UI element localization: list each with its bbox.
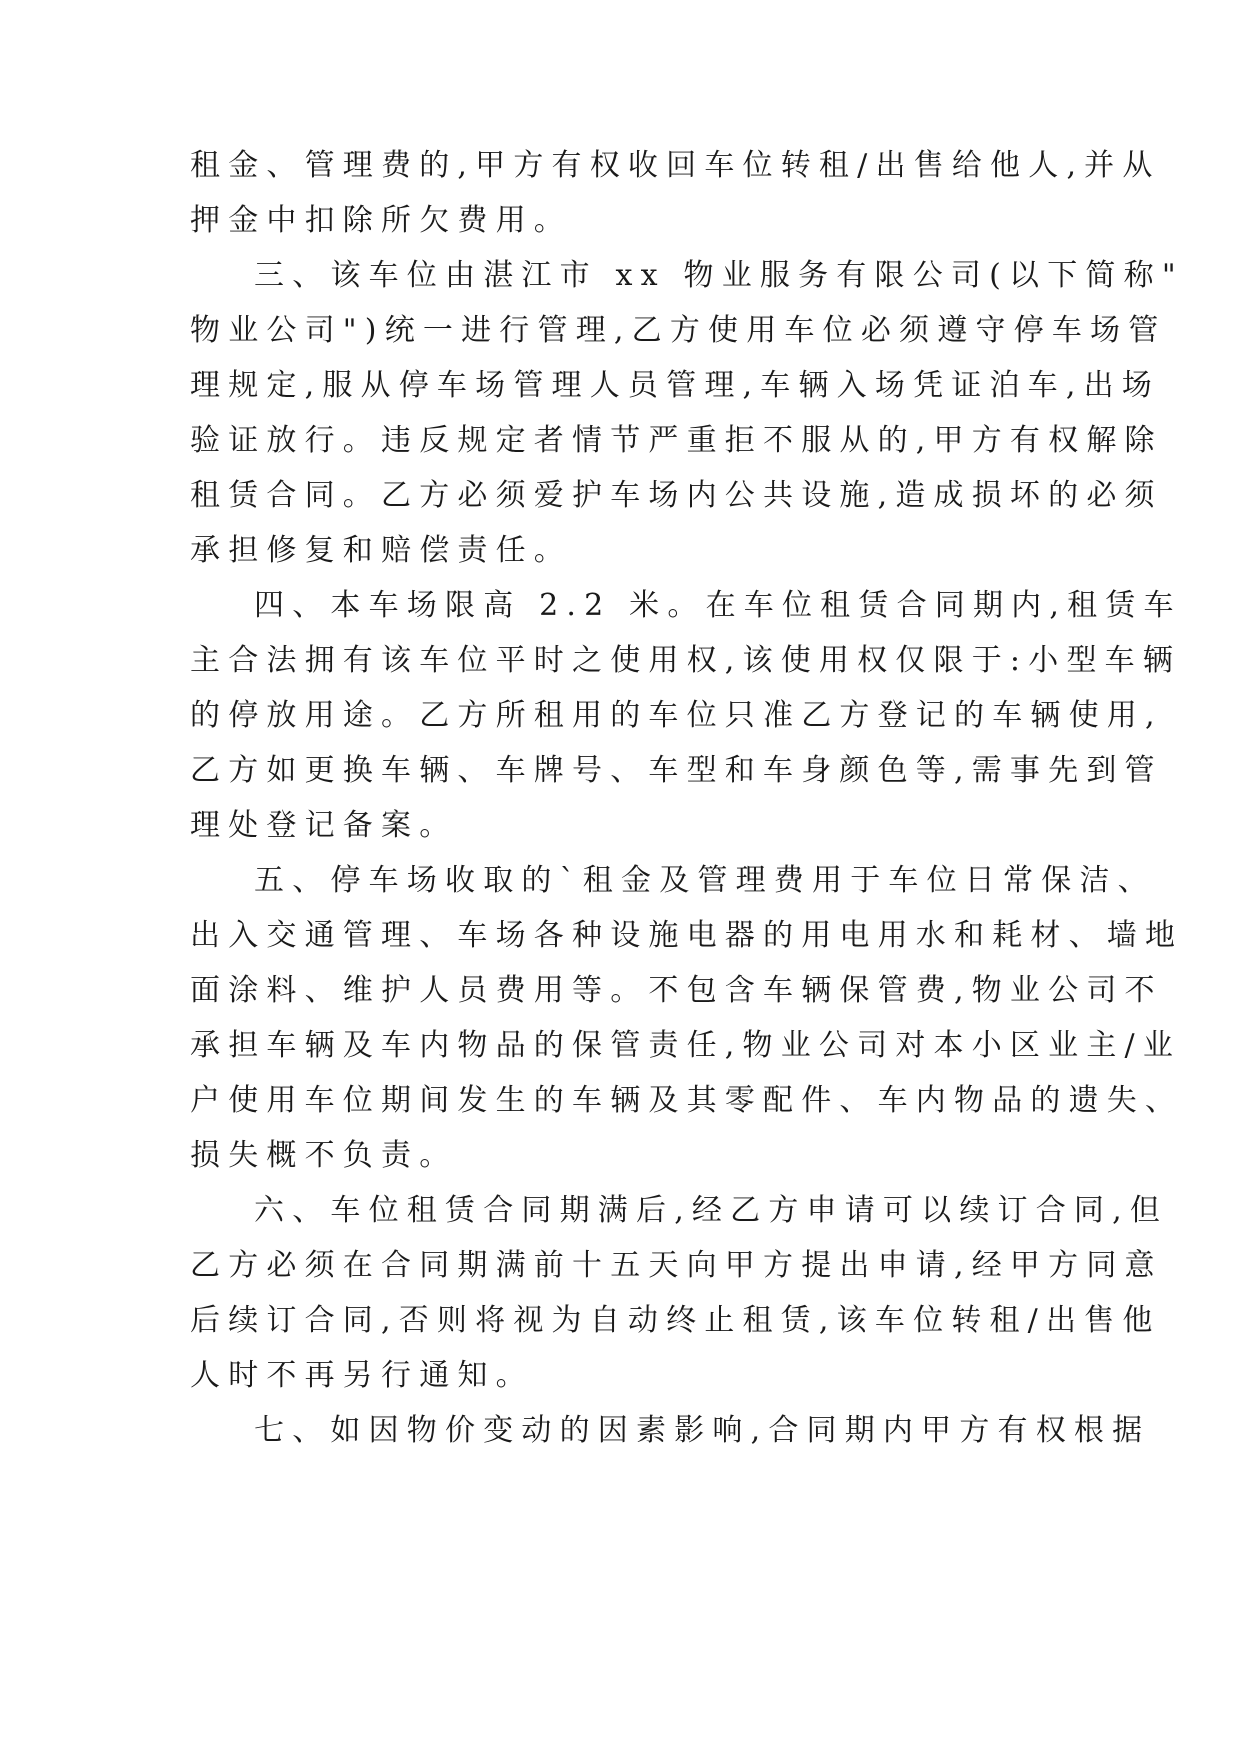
text-line: 承担修复和赔偿责任。 [190, 533, 572, 568]
text-line: 主合法拥有该车位平时之使用权,该使用权仅限于:小型车辆 [190, 643, 1182, 678]
text-line: 物业公司")统一进行管理,乙方使用车位必须遵守停车场管 [190, 313, 1167, 348]
text-line: 理处登记备案。 [190, 808, 458, 843]
text-line: 损失概不负责。 [190, 1138, 458, 1173]
paragraph-start-line: 七、如因物价变动的因素影响,合同期内甲方有权根据 [254, 1413, 1151, 1448]
text-line: 出入交通管理、车场各种设施电器的用电用水和耗材、墙地 [190, 918, 1184, 953]
paragraph-start-line: 六、车位租赁合同期满后,经乙方申请可以续订合同,但 [254, 1193, 1169, 1228]
text-line: 后续订合同,否则将视为自动终止租赁,该车位转租/出售他 [190, 1303, 1161, 1338]
text-line: 乙方如更换车辆、车牌号、车型和车身颜色等,需事先到管 [190, 753, 1163, 788]
paragraph-start-line: 三、该车位由湛江市 xx 物业服务有限公司(以下简称" [254, 258, 1184, 293]
text-line: 租金、管理费的,甲方有权收回车位转租/出售给他人,并从 [190, 148, 1161, 183]
text-line: 租赁合同。乙方必须爱护车场内公共设施,造成损坏的必须 [190, 478, 1163, 513]
text-line: 理规定,服从停车场管理人员管理,车辆入场凭证泊车,出场 [190, 368, 1161, 403]
text-line: 的停放用途。乙方所租用的车位只准乙方登记的车辆使用, [190, 698, 1163, 733]
text-line: 面涂料、维护人员费用等。不包含车辆保管费,物业公司不 [190, 973, 1163, 1008]
text-line: 押金中扣除所欠费用。 [190, 203, 572, 238]
paragraph-start-line: 四、本车场限高 2.2 米。在车位租赁合同期内,租赁车 [254, 588, 1182, 623]
text-line: 验证放行。违反规定者情节严重拒不服从的,甲方有权解除 [190, 423, 1163, 458]
text-line: 承担车辆及车内物品的保管责任,物业公司对本小区业主/业 [190, 1028, 1182, 1063]
paragraph-start-line: 五、停车场收取的`租金及管理费用于车位日常保洁、 [254, 863, 1156, 898]
text-line: 户使用车位期间发生的车辆及其零配件、车内物品的遗失、 [190, 1083, 1184, 1118]
text-line: 乙方必须在合同期满前十五天向甲方提出申请,经甲方同意 [190, 1248, 1163, 1283]
text-line: 人时不再另行通知。 [190, 1358, 534, 1393]
